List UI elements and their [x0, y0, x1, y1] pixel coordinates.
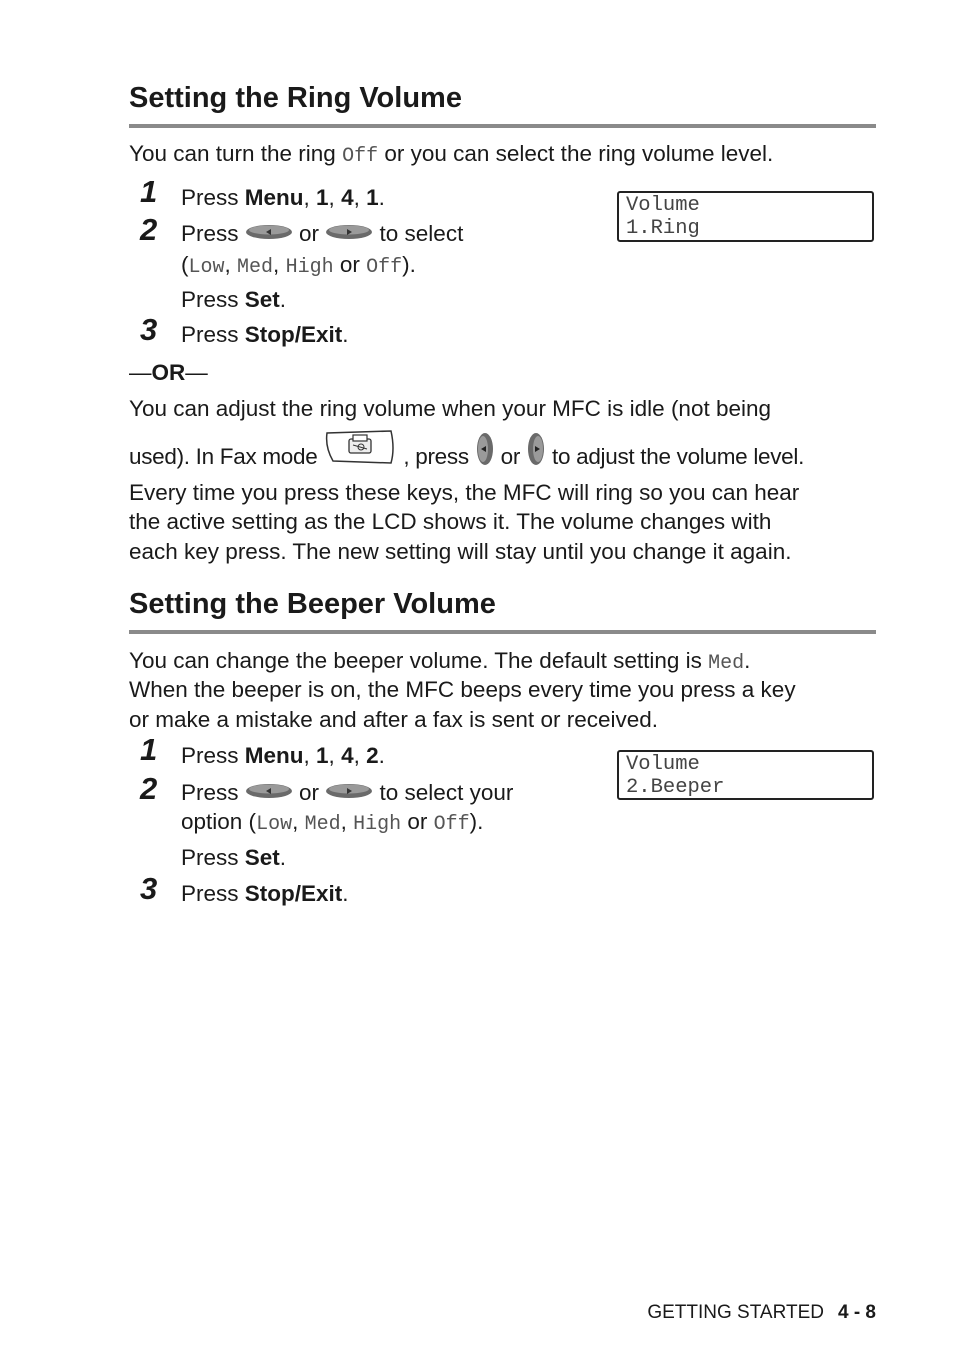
ring-para-2-line-1: Every time you press these keys, the MFC will ring so you can hear [129, 480, 800, 505]
navigation-right-key-icon [325, 779, 373, 809]
lcd-line-2: 2.Beeper [626, 776, 725, 799]
lcd-display-ring [617, 191, 874, 242]
page-footer [647, 1302, 876, 1324]
lcd-line-2: 1.Ring [626, 217, 700, 240]
beeper-step-2-options: option (Low, Med, High or Off). [181, 809, 484, 836]
ring-step-2: Press or to select [181, 219, 463, 250]
volume-left-key-icon [475, 431, 495, 475]
lcd-display-beeper [617, 750, 874, 800]
or-separator: —OR— [129, 360, 208, 385]
step-number-2: 2 [140, 212, 158, 247]
lcd-line-1: Volume [626, 753, 700, 776]
ring-para-2-line-3: each key press. The new setting will stay until you change it again. [129, 539, 792, 564]
ring-step-1: Press Menu, 1, 4, 1. [181, 185, 385, 210]
step-number-2: 2 [140, 771, 158, 806]
navigation-left-key-icon [245, 220, 293, 250]
lcd-line-1: Volume [626, 194, 700, 217]
section-title-beeper-volume: Setting the Beeper Volume [129, 588, 496, 620]
navigation-right-key-icon [325, 220, 373, 250]
beeper-step-2: Press or to select your [181, 778, 513, 809]
beeper-intro-line-1: You can change the beeper volume. The default setting is Med. [129, 648, 751, 675]
step-number-1: 1 [140, 174, 158, 209]
ring-para-2-line-2: the active setting as the LCD shows it. The volume changes with [129, 509, 772, 534]
beeper-intro-line-3: or make a mistake and after a fax is sent or received. [129, 707, 658, 732]
footer-chapter-label: GETTING STARTED [647, 1302, 824, 1323]
beeper-step-3: Press Stop/Exit. [181, 881, 349, 906]
step-number-3: 3 [140, 312, 158, 347]
ring-step-3: Press Stop/Exit. [181, 322, 349, 347]
navigation-left-key-icon [245, 779, 293, 809]
section-title-ring-volume: Setting the Ring Volume [129, 82, 462, 114]
ring-para-1-line-1: You can adjust the ring volume when your MFC is idle (not being [129, 396, 772, 421]
ring-press-set: Press Set. [181, 287, 287, 312]
volume-right-key-icon [526, 431, 546, 475]
beeper-step-1: Press Menu, 1, 4, 2. [181, 743, 385, 768]
step-number-3: 3 [140, 871, 158, 906]
ring-step-2-options: (Low, Med, High or Off). [181, 252, 416, 279]
ring-para-1-line-2: used). In Fax mode , press or to adjust the volume level. [129, 441, 804, 475]
page-number: 4 - 8 [837, 1302, 876, 1323]
fax-mode-key-icon [323, 427, 397, 475]
beeper-intro-line-2: When the beeper is on, the MFC beeps every time you press a key [129, 677, 796, 702]
section-divider [129, 630, 876, 634]
step-number-1: 1 [140, 732, 158, 767]
section-divider [129, 124, 876, 128]
beeper-press-set: Press Set. [181, 845, 287, 870]
ring-intro: You can turn the ring Off or you can select the ring volume level. [129, 141, 774, 168]
